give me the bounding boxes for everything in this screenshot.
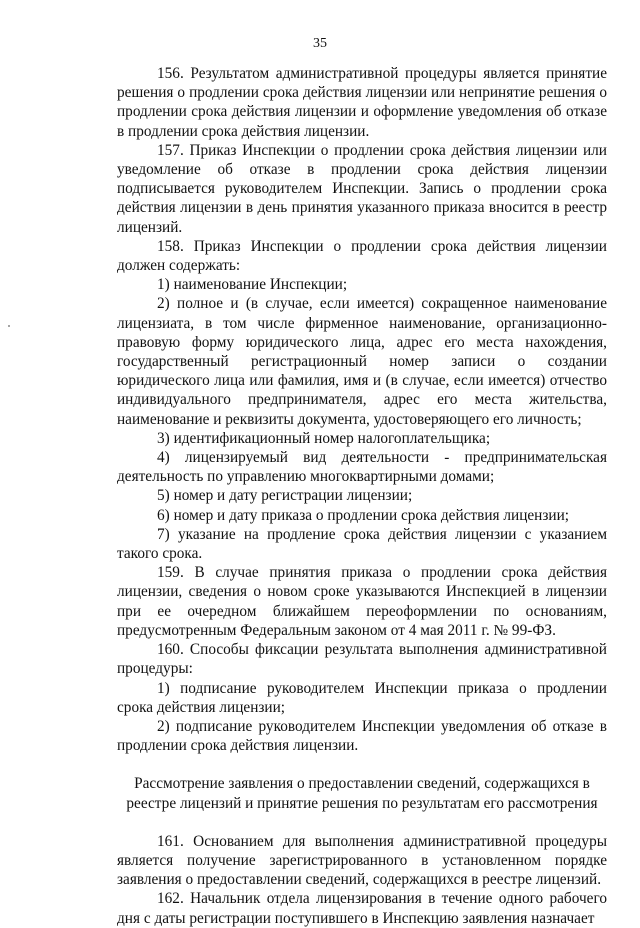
page-number: 35 (313, 36, 327, 51)
paragraph-160: 160. Способы фиксации результата выполнения административной процедуры: (117, 641, 607, 678)
list-item-3: 3) идентификационный номер налогоплательщика; (157, 429, 491, 447)
list-item-6: 6) номер и дату приказа о продлении срока действия лицензии; (157, 506, 570, 524)
document-body (117, 64, 607, 928)
section-heading: Рассмотрение заявления о предоставлении сведений, содержащихся в реестре лицензий и принятие решения по результатам его рассмотрения (126, 775, 598, 812)
list-item-4: 4) лицензируемый вид деятельности - предпринимательская деятельность по управлению многоквартирными домами; (117, 449, 607, 486)
paragraph-162: 162. Начальник отдела лицензирования в течение одного рабочего дня с даты регистрации поступившего в Инспекцию заявления назначает (117, 890, 607, 927)
paragraph-157: 157. Приказ Инспекции о продлении срока действия лицензии или уведомление об отказе в продлении срока действия лицензии подписывается руководителем Инспекции. Запись о продлении срока действия лицензии в день принятия указанного приказа вносится в реестр лицензий. (117, 141, 607, 236)
method-item-1: 1) подписание руководителем Инспекции приказа о продлении срока действия лицензии; (117, 679, 607, 716)
list-item-2: 2) полное и (в случае, если имеется) сокращенное наименование лицензиата, в том числе фирменное наименование, организационно-правовую форму юридического лица, адрес его места нахождения, государственный регистрационный номер записи о создании юридического лица или фамилия, имя и (в случае, если имеется) отчество индивидуального предпринимателя, адрес его места жительства, наименование и реквизиты документа, удостоверяющего его личность; (117, 295, 607, 428)
paragraph-158: 158. Приказ Инспекции о продлении срока действия лицензии должен содержать: (117, 237, 607, 275)
paragraph-159: 159. В случае принятия приказа о продлении срока действия лицензии, сведения о новом сроке указываются Инспекцией в лицензии при ее очередном ближайшем переоформлении по основаниям, предусмотренным Федеральным законом от 4 мая 2011 г. № 99-ФЗ. (117, 564, 607, 639)
list-item-7: 7) указание на продление срока действия лицензии с указанием такого срока. (117, 525, 607, 563)
paragraph-156: 156. Результатом административной процедуры является принятие решения о продлении срока действия лицензии или непринятие решения о продлении срока действия лицензии и оформление уведомления об отказе в продлении срока действия лицензии. (117, 65, 607, 140)
scan-speck (8, 325, 10, 327)
list-item-5: 5) номер и дату регистрации лицензии; (157, 487, 413, 505)
method-item-2: 2) подписание руководителем Инспекции уведомления об отказе в продлении срока действия лицензии. (117, 717, 607, 755)
list-item-1: 1) наименование Инспекции; (157, 276, 348, 294)
paragraph-161: 161. Основанием для выполнения административной процедуры является получение зарегистрированного в установленном порядке заявления о предоставлении сведений, содержащихся в реестре лицензий. (117, 832, 607, 889)
